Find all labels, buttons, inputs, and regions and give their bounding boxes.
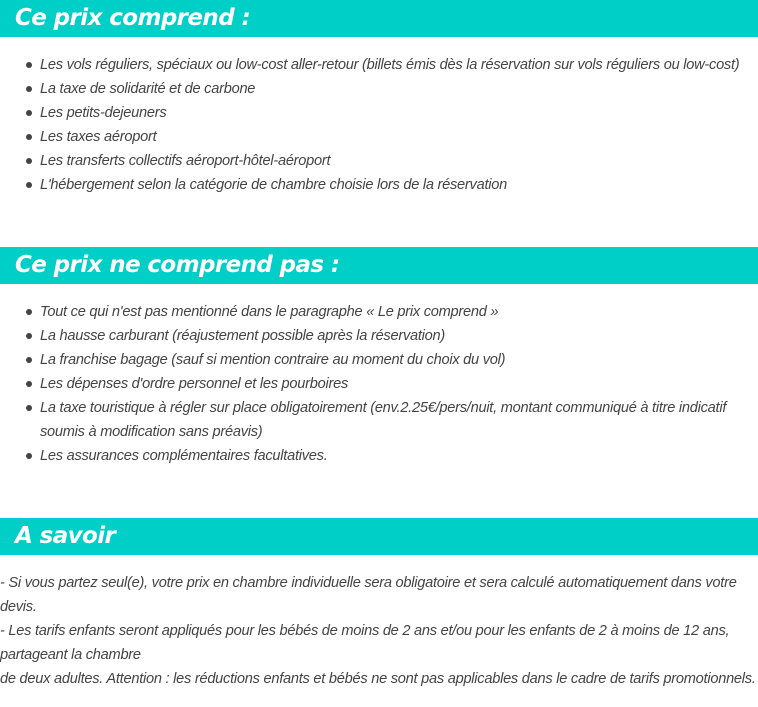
- included-section-header: [0, 0, 758, 37]
- list-item: La taxe touristique à régler sur place obligatoirement (env.2.25€/pers/nuit, montant communiqué à titre indicatif soumis à modification sans préavis): [0, 396, 758, 444]
- list-item: La franchise bagage (sauf si mention contraire au moment du choix du vol): [0, 348, 758, 372]
- info-section-header: [0, 518, 758, 555]
- list-item: Tout ce qui n'est pas mentionné dans le paragraphe « Le prix comprend »: [0, 300, 758, 324]
- bullet-icon: [26, 333, 32, 339]
- bullet-icon: [26, 134, 32, 140]
- excluded-section-title: Ce prix ne comprend pas :: [15, 252, 340, 278]
- included-list: [0, 53, 758, 197]
- info-paragraph-child-rates: - Les tarifs enfants seront appliqués pour les bébés de moins de 2 ans et/ou pour les enfants de 2 à moins de 12 ans, partageant la chambre: [0, 623, 730, 663]
- bullet-icon: [26, 405, 32, 411]
- bullet-icon: [26, 158, 32, 164]
- excluded-list: [0, 300, 758, 468]
- bullet-icon: [26, 357, 32, 363]
- bullet-icon: [26, 86, 32, 92]
- info-section-title: A savoir: [15, 523, 116, 549]
- list-item: La taxe de solidarité et de carbone: [0, 77, 758, 101]
- bullet-icon: [26, 381, 32, 387]
- list-item: Les petits-dejeuners: [0, 101, 758, 125]
- bullet-icon: [26, 453, 32, 459]
- bullet-icon: [26, 110, 32, 116]
- bullet-icon: [26, 62, 32, 68]
- bullet-icon: [26, 182, 32, 188]
- list-item: Les dépenses d'ordre personnel et les pourboires: [0, 372, 758, 396]
- info-paragraph-single-room: - Si vous partez seul(e), votre prix en chambre individuelle sera obligatoire et sera calculé automatiquement dans votre devis.: [0, 575, 737, 615]
- list-item: Les assurances complémentaires facultatives.: [0, 444, 758, 468]
- included-section-title: Ce prix comprend :: [15, 5, 251, 31]
- bullet-icon: [26, 309, 32, 315]
- info-paragraph-attention: de deux adultes. Attention : les réductions enfants et bébés ne sont pas applicables dans le cadre de tarifs promotionnels.: [0, 671, 756, 687]
- list-item: L'hébergement selon la catégorie de chambre choisie lors de la réservation: [0, 173, 758, 197]
- list-item: Les taxes aéroport: [0, 125, 758, 149]
- list-item: Les transferts collectifs aéroport-hôtel-aéroport: [0, 149, 758, 173]
- excluded-section-header: [0, 247, 758, 284]
- list-item: Les vols réguliers, spéciaux ou low-cost aller-retour (billets émis dès la réservation sur vols réguliers ou low-cost): [0, 53, 758, 77]
- list-item: La hausse carburant (réajustement possible après la réservation): [0, 324, 758, 348]
